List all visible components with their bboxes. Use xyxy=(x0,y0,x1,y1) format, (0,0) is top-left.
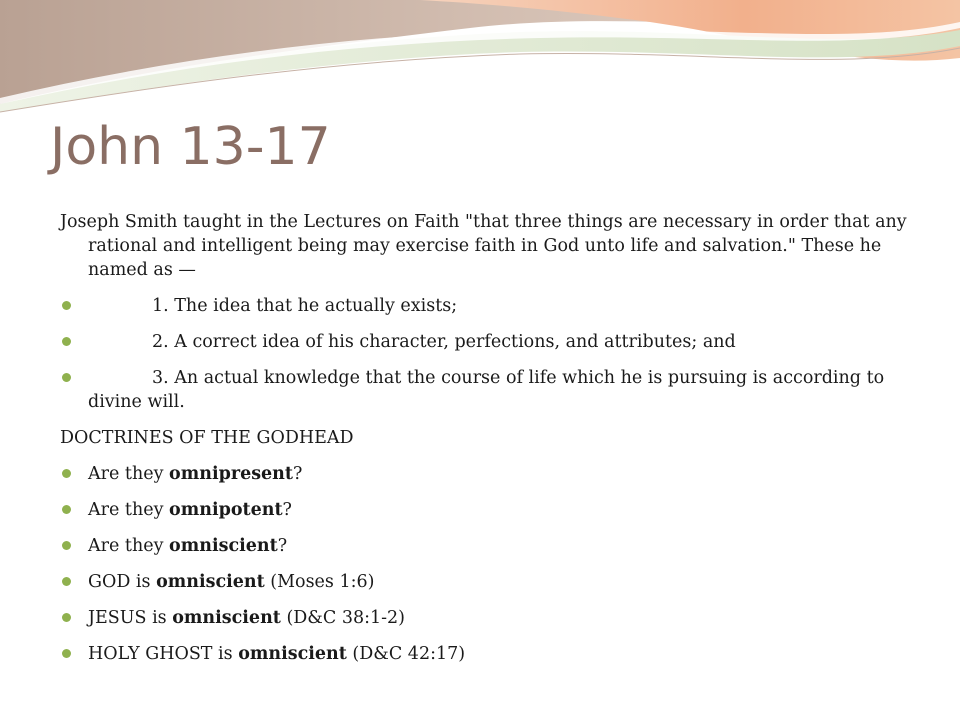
statement-reference: (D&C 42:17) xyxy=(346,644,466,664)
section-heading xyxy=(60,426,910,450)
statement-keyword: omniscient xyxy=(156,572,265,592)
question-prefix: Are they xyxy=(88,500,170,520)
list-item xyxy=(60,294,910,318)
statement-reference: (D&C 38:1-2) xyxy=(280,608,406,628)
statement-prefix: GOD is xyxy=(88,572,157,592)
point-text: 3. An actual knowledge that the course of life which he is pursuing is according to divine will. xyxy=(88,368,885,412)
statement-prefix: JESUS is xyxy=(88,608,173,628)
statement-keyword: omniscient xyxy=(238,644,347,664)
statement-prefix: HOLY GHOST is xyxy=(88,644,239,664)
question-suffix: ? xyxy=(293,464,303,484)
bullet-icon xyxy=(62,301,71,310)
list-item xyxy=(60,606,910,630)
list-item xyxy=(60,534,910,558)
bullet-icon xyxy=(62,505,71,514)
list-item xyxy=(60,366,910,414)
point-text: 2. A correct idea of his character, perfections, and attributes; and xyxy=(152,332,736,352)
question-keyword: omniscient xyxy=(169,536,278,556)
list-item xyxy=(60,462,910,486)
bullet-icon xyxy=(62,373,71,382)
bullet-icon xyxy=(62,337,71,346)
bullet-icon xyxy=(62,577,71,586)
slide-title: John 13-17 xyxy=(50,117,331,177)
intro-text: Joseph Smith taught in the Lectures on Faith "that three things are necessary in order that any rational and intelligent being may exercise faith in God unto life and salvation." These he named as — xyxy=(60,212,907,280)
bullet-icon xyxy=(62,649,71,658)
list-item xyxy=(60,642,910,666)
question-suffix: ? xyxy=(282,500,292,520)
question-prefix: Are they xyxy=(88,464,170,484)
bullet-icon xyxy=(62,469,71,478)
section-heading-text: DOCTRINES OF THE GODHEAD xyxy=(60,428,354,448)
question-prefix: Are they xyxy=(88,536,170,556)
slide-content xyxy=(60,210,910,678)
statement-keyword: omniscient xyxy=(172,608,281,628)
list-item xyxy=(60,570,910,594)
list-item xyxy=(60,330,910,354)
header-wave-decoration xyxy=(0,0,960,120)
statement-reference: (Moses 1:6) xyxy=(264,572,375,592)
bullet-icon xyxy=(62,613,71,622)
question-suffix: ? xyxy=(277,536,288,556)
question-keyword: omnipresent xyxy=(169,464,293,484)
bullet-icon xyxy=(62,541,71,550)
intro-paragraph xyxy=(60,210,910,282)
list-item xyxy=(60,498,910,522)
question-keyword: omnipotent xyxy=(169,500,283,520)
point-text: 1. The idea that he actually exists; xyxy=(152,296,458,316)
